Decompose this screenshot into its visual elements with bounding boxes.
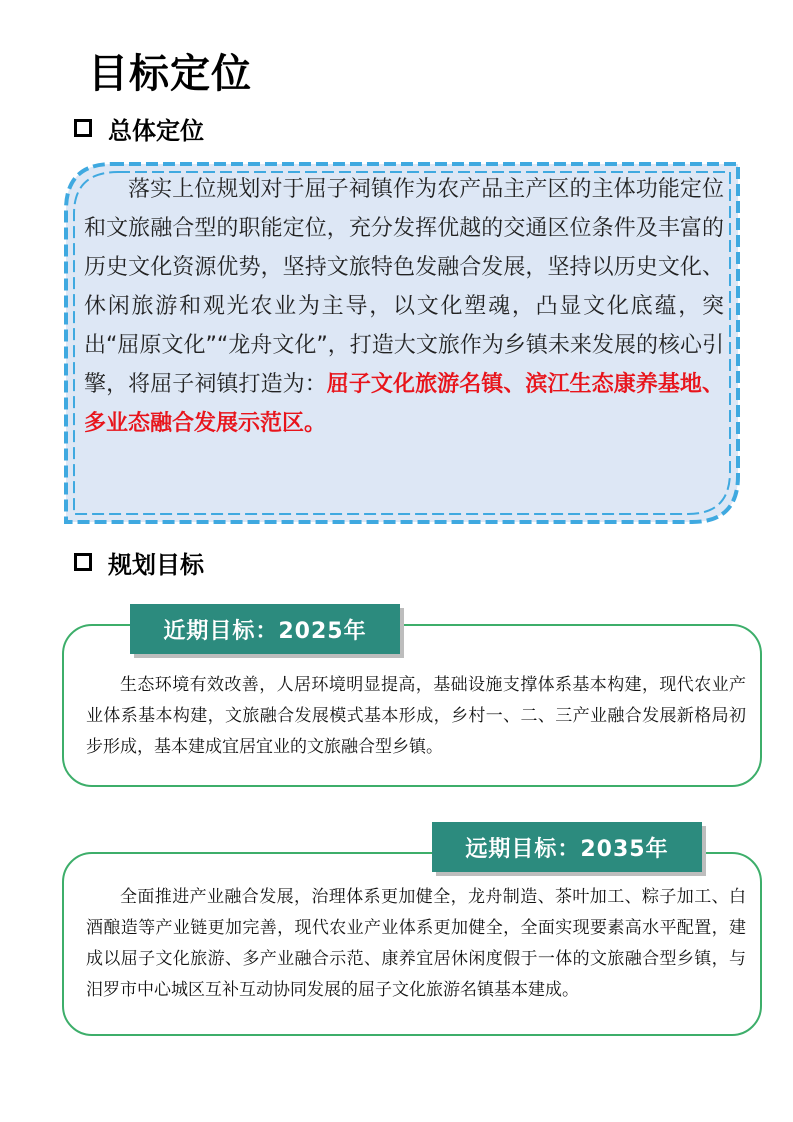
overview-box xyxy=(62,160,742,526)
hollow-square-icon xyxy=(74,553,92,571)
overview-highlight: 屈子文化旅游名镇、滨江生态康养基地、多业态融合发展示范区 xyxy=(84,372,724,436)
section-heading-text: 规划目标 xyxy=(108,550,204,579)
overview-paragraph xyxy=(84,170,724,443)
near-term-goal-badge: 近期目标：2025年 xyxy=(130,604,400,654)
hollow-square-icon xyxy=(74,119,92,137)
section-heading-text: 总体定位 xyxy=(108,116,204,145)
near-term-goal-text: 生态环境有效改善，人居环境明显提高，基础设施支撑体系基本构建，现代农业产业体系基本构建，文旅融合发展模式基本形成，乡村一、二、三产业融合发展新格局初步形成，基本建成宜居宜业的文旅融合型乡镇。 xyxy=(86,675,746,757)
long-term-goal-badge: 远期目标：2035年 xyxy=(432,822,702,872)
long-term-goal-card xyxy=(62,852,762,1036)
overview-text-lead: 落实上位规划对于屈子祠镇作为农产品主产区的主体功能定位和文旅融合型的职能定位，充分发挥优越的交通区位条件及丰富的历史文化资源优势，坚持文旅特色发融合发展，坚持以历史文化、休闲旅游和观光农业为主导，以文化塑魂，凸显文化底蕴，突出“屈原文化”“龙舟文化”，打造大文旅作为乡镇未来发展的核心引擎，将屈子祠镇打造为： xyxy=(84,177,724,397)
page-title: 目标定位 xyxy=(88,51,252,97)
section-heading-overview xyxy=(74,112,204,144)
section-heading-planning xyxy=(74,546,204,578)
overview-text-end: 。 xyxy=(304,411,327,436)
long-term-goal-text: 全面推进产业融合发展，治理体系更加健全，龙舟制造、茶叶加工、粽子加工、白酒酿造等产业链更加完善，现代农业产业体系更加健全，全面实现要素高水平配置，建成以屈子文化旅游、多产业融合示范、康养宜居休闲度假于一体的文旅融合型乡镇，与汨罗市中心城区互补互动协同发展的屈子文化旅游名镇基本建成。 xyxy=(86,887,746,1000)
